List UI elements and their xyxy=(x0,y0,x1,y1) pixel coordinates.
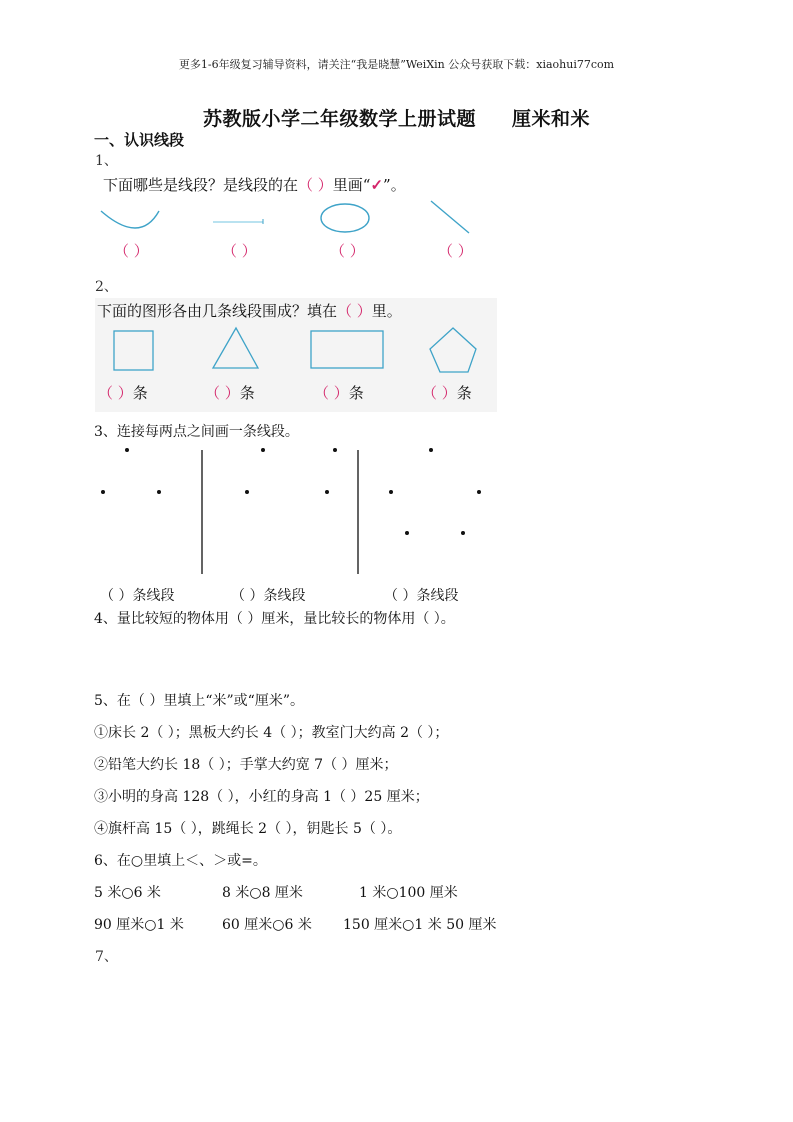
unit-label: 条 xyxy=(348,384,364,402)
q6-r2-c3: 150 厘米○1 米 50 厘米 xyxy=(343,917,497,933)
q2-answer-4[interactable] xyxy=(422,382,472,403)
q2-prompt xyxy=(97,300,402,321)
q1-number: 1、 xyxy=(95,153,118,169)
q2-prompt-paren: （ ） xyxy=(337,302,372,320)
q4-text: 4、量比较短的物体用（ ）厘米，量比较长的物体用（ ）。 xyxy=(94,611,455,627)
q5-item-4: ④旗杆高 15（ ），跳绳长 2（ ），钥匙长 5（ ）。 xyxy=(94,821,402,837)
dot-group-2 xyxy=(245,448,337,494)
diagonal-figure xyxy=(431,201,469,233)
page-title xyxy=(0,104,793,131)
answer-paren: （ ） xyxy=(422,384,457,402)
q6-r1-c2: 8 米○8 厘米 xyxy=(222,885,303,901)
q1-prompt xyxy=(103,174,406,195)
unit-label: 条 xyxy=(132,384,148,402)
q3-answer-1[interactable]: （ ）条线段 xyxy=(100,588,175,604)
header-note: 更多1-6年级复习辅导资料，请关注“我是晓慧”WeiXin 公众号获取下载：xiaohui77com xyxy=(178,58,615,71)
answer-paren: （ ） xyxy=(314,384,349,402)
ellipse-figure xyxy=(321,204,369,232)
q1-prompt-paren: （ ） xyxy=(298,176,333,194)
q2-number: 2、 xyxy=(95,279,118,295)
q1-answer-1[interactable]: （ ） xyxy=(114,242,149,260)
q3-prompt: 3、连接每两点之间画一条线段。 xyxy=(94,424,299,440)
q6-r2-c1: 90 厘米○1 米 xyxy=(94,917,184,933)
unit-label: 条 xyxy=(456,384,472,402)
q1-answer-3[interactable]: （ ） xyxy=(330,242,365,260)
q1-prompt-text-b: 里画“ xyxy=(332,176,371,194)
curve-figure xyxy=(101,211,159,228)
title-topic: 厘米和米 xyxy=(512,108,591,130)
q5-item-3: ③小明的身高 128（ ），小红的身高 1（ ）25 厘米； xyxy=(94,789,429,805)
q3-answer-2[interactable]: （ ）条线段 xyxy=(231,588,306,604)
q2-answer-3[interactable] xyxy=(314,382,364,403)
q1-prompt-text: 下面哪些是线段？是线段的在 xyxy=(103,176,299,194)
q5-prompt: 5、在（ ）里填上“米”或“厘米”。 xyxy=(94,693,304,709)
q2-prompt-text: 下面的图形各由几条线段围成？填在 xyxy=(97,302,338,320)
section-heading: 一、认识线段 xyxy=(94,131,185,149)
q6-r2-c2: 60 厘米○6 米 xyxy=(222,917,312,933)
dot-group-1 xyxy=(101,448,161,494)
q6-r1-c1: 5 米○6 米 xyxy=(94,885,161,901)
q5-item-2: ②铅笔大约长 18（ ）；手掌大约宽 7（ ）厘米； xyxy=(94,757,398,773)
checkmark-icon: ✓ xyxy=(370,176,384,194)
q5-item-1: ①床长 2（ ）；黑板大约长 4（ ）；教室门大约高 2（ ）； xyxy=(94,725,449,741)
unit-label: 条 xyxy=(239,384,255,402)
q2-answer-1[interactable] xyxy=(98,382,148,403)
q7-number: 7、 xyxy=(95,949,118,965)
q6-prompt: 6、在○里填上＜、＞或=。 xyxy=(94,853,267,869)
answer-paren: （ ） xyxy=(205,384,240,402)
q1-answer-2[interactable]: （ ） xyxy=(222,242,257,260)
answer-paren: （ ） xyxy=(98,384,133,402)
q1-prompt-text-c: ”。 xyxy=(383,176,406,194)
title-main: 苏教版小学二年级数学上册试题 xyxy=(202,108,476,130)
q2-prompt-text-b: 里。 xyxy=(371,302,402,320)
q1-answer-4[interactable]: （ ） xyxy=(438,242,473,260)
dot-group-3 xyxy=(389,448,481,535)
q3-answer-3[interactable]: （ ）条线段 xyxy=(384,588,459,604)
q6-r1-c3: 1 米○100 厘米 xyxy=(359,885,458,901)
q2-answer-2[interactable] xyxy=(205,382,255,403)
